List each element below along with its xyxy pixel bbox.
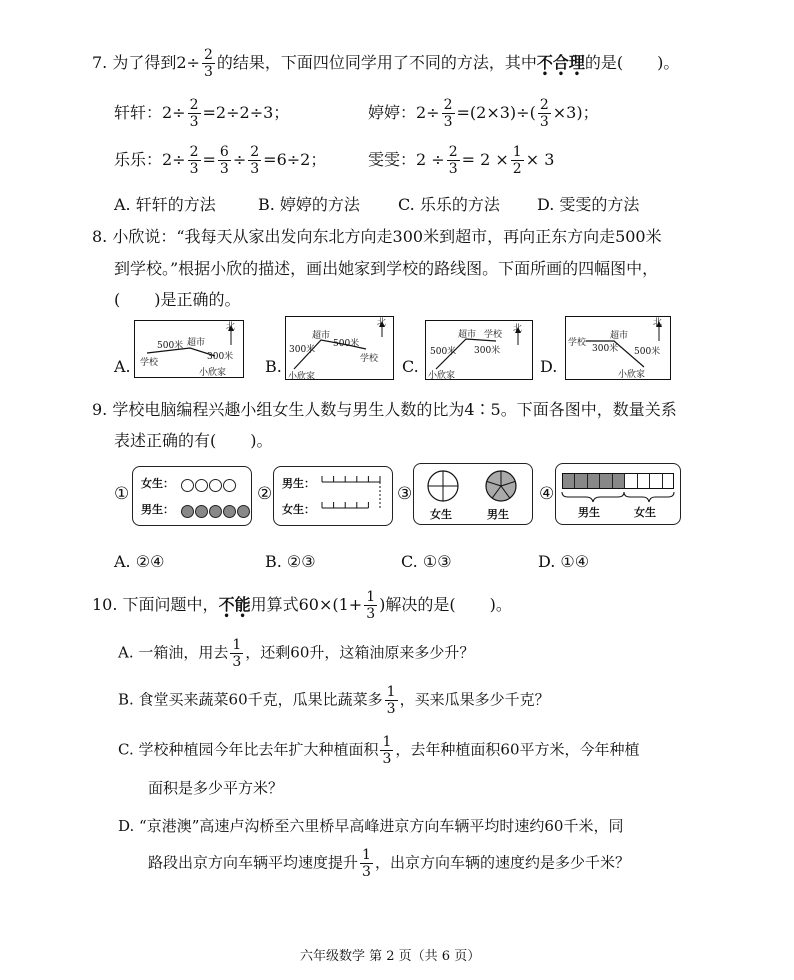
girl-circles [181,475,237,494]
north-label: 北 [226,322,236,332]
q8-map-a[interactable]: 北 500米 超市 学校 300米 小欣家 [134,320,244,378]
q7-option-c[interactable]: C. 乐乐的方法 [398,195,500,214]
q9-diagram-2[interactable]: 男生： 女生： [273,466,393,526]
q9-option-c[interactable]: C. ①③ [401,552,452,571]
q9-num-1: ① [114,484,130,504]
q7-method-ting: 婷婷：2÷ $\frac{2}{3}$ =(2×3)÷( $\frac{2}{3}$ ×3)； [368,97,599,130]
q8-stem-line1: 8. 小欣说：“我每天从家出发向东北方向走300米到超市，再向正东方向走500米 [92,227,662,246]
page-footer: 六年级数学 第 2 页（共 6 页） [300,949,481,964]
brace-lines [556,464,680,524]
q10-stem: 10. 下面问题中，不能 • • 用算式60×(1+ $\frac{1}{3}$ )解决的是( )。 [92,589,512,622]
q8-label-b[interactable]: B. [265,357,282,376]
q7-option-a[interactable]: A. 轩轩的方法 [114,195,216,214]
q8-map-c[interactable]: 北 超市 学校 500米 300米 小欣家 [425,320,533,380]
emphasis-text: 不合理 • • • [536,53,585,80]
q9-num-4: ④ [539,484,555,504]
q10-option-c[interactable]: C. 学校种植园今年比去年扩大种植面积 $\frac{1}{3}$ ，去年种植面积60平方米，今年种植 [118,734,640,767]
q10-option-b[interactable]: B. 食堂买来蔬菜60千克，瓜果比蔬菜多 $\frac{1}{3}$ ，买来瓜果多少千克？ [118,684,550,717]
q10-option-a[interactable]: A. 一箱油，用去 $\frac{1}{3}$ ，还剩60升，这箱油原来多少升？ [118,637,475,670]
q8-map-d[interactable]: 北 超市 学校 300米 500米 小欣家 [565,316,671,380]
q8-label-c[interactable]: C. [402,357,419,376]
q10-option-d[interactable]: D. “京港澳”高速卢沟桥至六里桥早高峰进京方向车辆平均时速约60千米，同 [118,817,624,835]
q9-option-a[interactable]: A. ②④ [114,552,165,571]
q9-num-3: ③ [397,484,413,504]
q7-option-d[interactable]: D. 雯雯的方法 [537,195,640,214]
q8-stem-line3: ( )是正确的。 [114,290,241,309]
emphasis-text: 不能 • • [218,595,251,622]
q9-num-2: ② [257,484,273,504]
q8-label-a[interactable]: A. [114,357,131,376]
q8-map-b[interactable]: 北 超市 500米 300米 学校 小欣家 [285,316,394,380]
q7-stem: 7. 为了得到2÷ $\frac{2}{3}$ 的结果，下面四位同学用了不同的方法，其中不合理 • • • 的是( )。 [92,47,680,80]
q9-diagram-3[interactable]: 女生 男生 [413,463,533,525]
boy-circles [181,501,251,520]
q9-stem-line1: 9. 学校电脑编程兴趣小组女生人数与男生人数的比为4∶5。下面各图中，数量关系 [92,400,677,419]
q9-stem-line2: 表述正确的有( )。 [114,431,273,450]
q7-method-le: 乐乐：2÷ $\frac{2}{3}$ = $\frac{6}{3}$ ÷ $\frac{2}{3}$ =6÷2； [114,144,327,177]
q7-option-b[interactable]: B. 婷婷的方法 [258,195,360,214]
segment-bars [274,467,392,525]
fraction: $\frac{2}{3}$ [203,47,213,80]
q8-label-d[interactable]: D. [540,357,558,376]
q9-diagram-1[interactable]: 女生： 男生： [132,466,252,526]
q9-option-d[interactable]: D. ①④ [538,552,590,571]
q7-method-wen: 雯雯：2 ÷ $\frac{2}{3}$ = 2 × $\frac{1}{2}$ × 3 [368,144,555,177]
q7-method-xuan: 轩轩：2÷ $\frac{2}{3}$ =2÷2÷3； [114,97,290,130]
q9-diagram-4[interactable]: 男生 女生 [555,463,681,525]
q10-option-c-cont: 面积是多少平方米？ [148,779,284,797]
q9-option-b[interactable]: B. ②③ [265,552,316,571]
q8-stem-line2: 到学校。”根据小欣的描述，画出她家到学校的路线图。下面所画的四幅图中， [114,259,659,278]
q10-option-d-cont: 路段出京方向车辆平均速度提升 $\frac{1}{3}$ ，出京方向车辆的速度约是多少千米？ [148,847,630,880]
